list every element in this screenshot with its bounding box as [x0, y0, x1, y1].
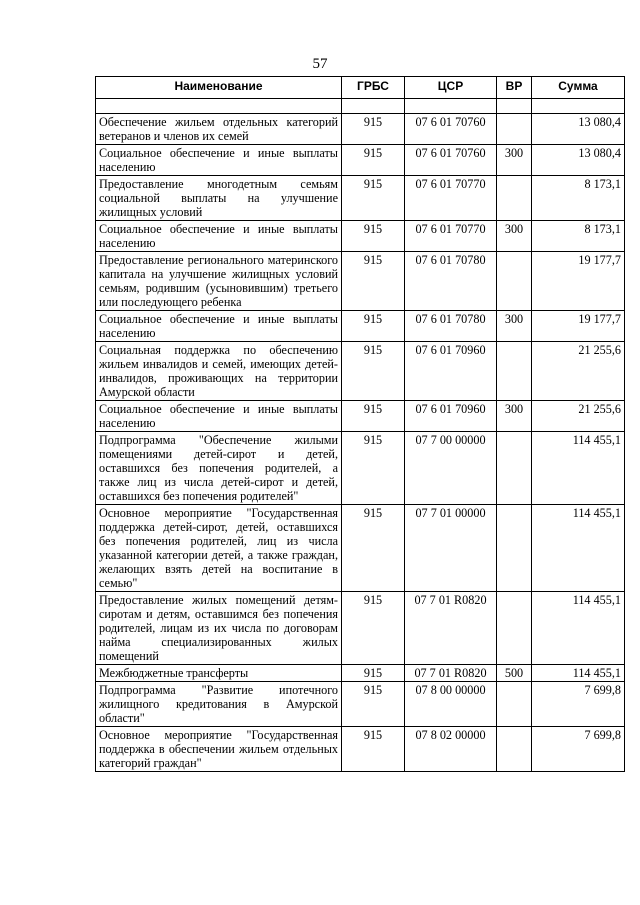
- cell-sum: 7 699,8: [532, 727, 625, 772]
- header-csr: ЦСР: [405, 77, 497, 99]
- cell-csr: 07 6 01 70770: [405, 176, 497, 221]
- cell-grbs: 915: [342, 114, 405, 145]
- table-row: [96, 252, 625, 311]
- table-body: [96, 99, 625, 772]
- table-row: [96, 505, 625, 592]
- cell-name: Социальная поддержка по обеспечению жильем инвалидов и семей, имеющих детей-инвалидов, проживающих на территории Амурской области: [96, 342, 342, 401]
- spacer-cell: [405, 99, 497, 114]
- spacer-row: [96, 99, 625, 114]
- header-vr: ВР: [497, 77, 532, 99]
- cell-grbs: 915: [342, 221, 405, 252]
- table-row: [96, 401, 625, 432]
- cell-sum: 21 255,6: [532, 401, 625, 432]
- table-row: [96, 727, 625, 772]
- cell-vr: [497, 505, 532, 592]
- cell-grbs: 915: [342, 252, 405, 311]
- cell-name: Социальное обеспечение и иные выплаты населению: [96, 145, 342, 176]
- cell-csr: 07 6 01 70960: [405, 342, 497, 401]
- cell-grbs: 915: [342, 665, 405, 682]
- table-row: [96, 145, 625, 176]
- cell-grbs: 915: [342, 145, 405, 176]
- spacer-cell: [342, 99, 405, 114]
- cell-vr: 300: [497, 401, 532, 432]
- cell-name: Предоставление жилых помещений детям-сиротам и детям, оставшимся без попечения родителей, лицам из их числа по договорам найма специализированных жилых помещений: [96, 592, 342, 665]
- cell-name: Предоставление многодетным семьям социальной выплаты на улучшение жилищных условий: [96, 176, 342, 221]
- header-grbs: ГРБС: [342, 77, 405, 99]
- cell-sum: 114 455,1: [532, 665, 625, 682]
- cell-vr: [497, 252, 532, 311]
- cell-vr: [497, 682, 532, 727]
- cell-csr: 07 7 01 R0820: [405, 592, 497, 665]
- cell-sum: 13 080,4: [532, 114, 625, 145]
- table-header-row: [96, 77, 625, 99]
- cell-csr: 07 8 00 00000: [405, 682, 497, 727]
- cell-sum: 7 699,8: [532, 682, 625, 727]
- cell-name: Основное мероприятие "Государственная поддержка детей-сирот, детей, оставшихся без попечения родителей, лиц из числа указанной категории детей, а также граждан, желающих взять детей на воспитание в семью": [96, 505, 342, 592]
- cell-csr: 07 6 01 70780: [405, 252, 497, 311]
- table-row: [96, 432, 625, 505]
- cell-sum: 21 255,6: [532, 342, 625, 401]
- budget-table: [95, 76, 625, 772]
- cell-sum: 13 080,4: [532, 145, 625, 176]
- cell-vr: [497, 432, 532, 505]
- cell-grbs: 915: [342, 727, 405, 772]
- cell-csr: 07 7 00 00000: [405, 432, 497, 505]
- cell-grbs: 915: [342, 401, 405, 432]
- cell-csr: 07 6 01 70960: [405, 401, 497, 432]
- cell-csr: 07 6 01 70780: [405, 311, 497, 342]
- table-row: [96, 665, 625, 682]
- table-row: [96, 311, 625, 342]
- cell-name: Подпрограмма "Обеспечение жилыми помещениями детей-сирот и детей, оставшихся без попечения родителей, а также лиц из числа детей-сирот и детей, оставшихся без попечения родителей": [96, 432, 342, 505]
- cell-csr: 07 8 02 00000: [405, 727, 497, 772]
- cell-vr: 300: [497, 145, 532, 176]
- spacer-cell: [532, 99, 625, 114]
- cell-grbs: 915: [342, 682, 405, 727]
- cell-name: Социальное обеспечение и иные выплаты населению: [96, 221, 342, 252]
- table-row: [96, 176, 625, 221]
- cell-grbs: 915: [342, 505, 405, 592]
- cell-grbs: 915: [342, 176, 405, 221]
- cell-sum: 114 455,1: [532, 592, 625, 665]
- cell-sum: 19 177,7: [532, 252, 625, 311]
- header-sum: Сумма: [532, 77, 625, 99]
- spacer-cell: [96, 99, 342, 114]
- cell-csr: 07 6 01 70760: [405, 145, 497, 176]
- cell-sum: 114 455,1: [532, 505, 625, 592]
- cell-sum: 19 177,7: [532, 311, 625, 342]
- cell-vr: 300: [497, 221, 532, 252]
- cell-csr: 07 6 01 70760: [405, 114, 497, 145]
- cell-sum: 114 455,1: [532, 432, 625, 505]
- page-number: 57: [312, 56, 328, 72]
- cell-grbs: 915: [342, 311, 405, 342]
- cell-name: Основное мероприятие "Государственная поддержка в обеспечении жильем отдельных категорий граждан": [96, 727, 342, 772]
- table-row: [96, 221, 625, 252]
- cell-sum: 8 173,1: [532, 221, 625, 252]
- table-row: [96, 682, 625, 727]
- cell-vr: [497, 592, 532, 665]
- cell-grbs: 915: [342, 432, 405, 505]
- cell-name: Межбюджетные трансферты: [96, 665, 342, 682]
- cell-grbs: 915: [342, 592, 405, 665]
- cell-csr: 07 6 01 70770: [405, 221, 497, 252]
- table-row: [96, 342, 625, 401]
- cell-vr: [497, 114, 532, 145]
- table-row: [96, 114, 625, 145]
- header-name: Наименование: [96, 77, 342, 99]
- cell-name: Подпрограмма "Развитие ипотечного жилищного кредитования в Амурской области": [96, 682, 342, 727]
- cell-csr: 07 7 01 00000: [405, 505, 497, 592]
- spacer-cell: [497, 99, 532, 114]
- cell-name: Обеспечение жильем отдельных категорий ветеранов и членов их семей: [96, 114, 342, 145]
- cell-grbs: 915: [342, 342, 405, 401]
- cell-vr: 500: [497, 665, 532, 682]
- cell-vr: [497, 176, 532, 221]
- cell-name: Предоставление регионального материнского капитала на улучшение жилищных условий семьям, родившим (усыновившим) третьего или последующего ребенка: [96, 252, 342, 311]
- cell-name: Социальное обеспечение и иные выплаты населению: [96, 401, 342, 432]
- cell-csr: 07 7 01 R0820: [405, 665, 497, 682]
- cell-sum: 8 173,1: [532, 176, 625, 221]
- cell-vr: [497, 727, 532, 772]
- table-row: [96, 592, 625, 665]
- cell-vr: [497, 342, 532, 401]
- cell-vr: 300: [497, 311, 532, 342]
- cell-name: Социальное обеспечение и иные выплаты населению: [96, 311, 342, 342]
